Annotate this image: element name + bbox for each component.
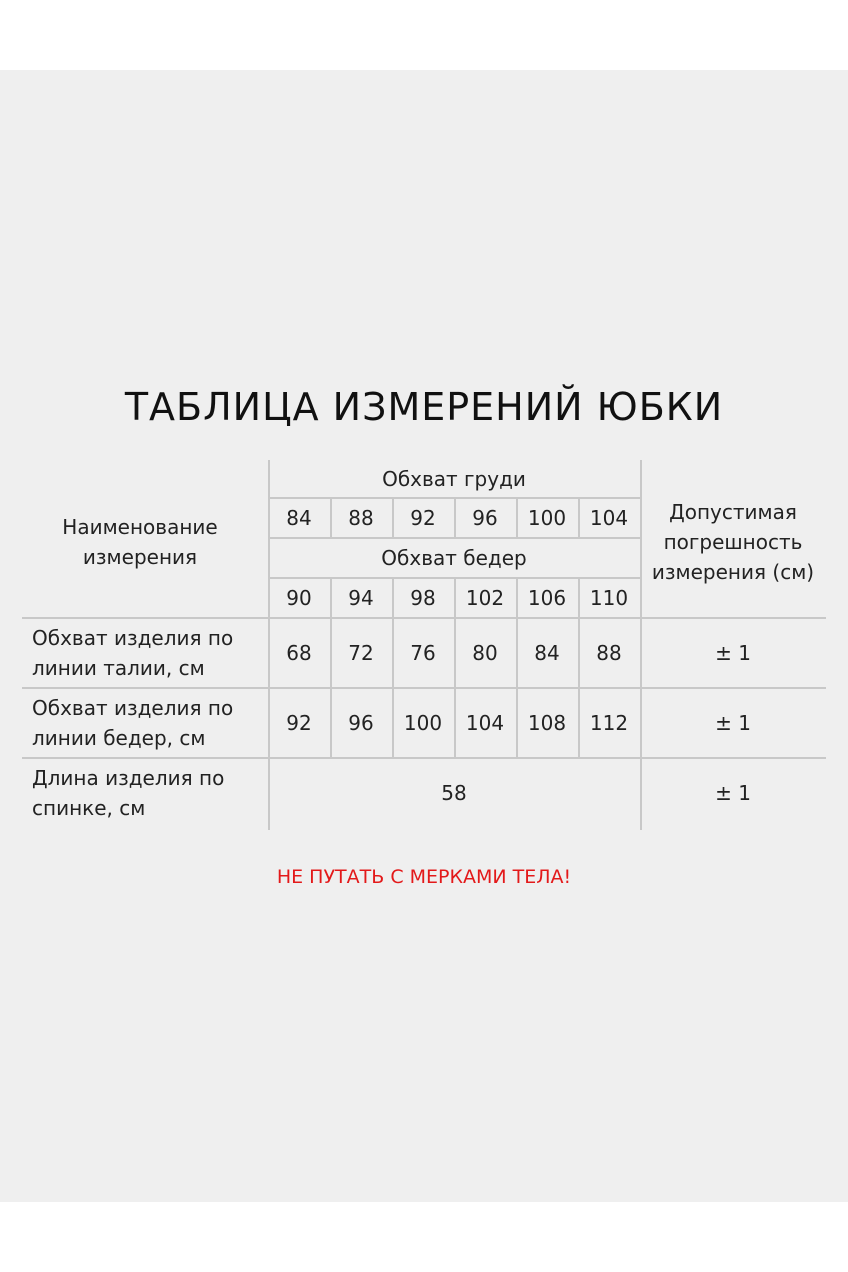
grid-line	[392, 497, 394, 537]
table-cell: 76	[410, 641, 436, 665]
grid-line	[516, 497, 518, 537]
name-header: Наименование измерения	[62, 515, 218, 569]
table-cell: 96	[348, 711, 374, 735]
page-title: ТАБЛИЦА ИЗМЕРЕНИЙ ЮБКИ	[124, 385, 724, 429]
chest-size-cell: 88	[348, 506, 374, 530]
chest-size-cell: 84	[286, 506, 312, 530]
chest-header: Обхват груди	[382, 467, 526, 491]
table-cell: 84	[534, 641, 560, 665]
tolerance-cell: ± 1	[715, 711, 751, 735]
table-cell: 100	[403, 711, 443, 735]
warning-text: НЕ ПУТАТЬ С МЕРКАМИ ТЕЛА!	[276, 866, 572, 888]
grid-line	[578, 497, 580, 537]
grid-line	[330, 618, 332, 758]
hip-size-cell: 98	[410, 586, 436, 610]
hip-size-cell: 90	[286, 586, 312, 610]
table-cell: 112	[589, 711, 629, 735]
chest-size-cell: 104	[589, 506, 629, 530]
tolerance-cell: ± 1	[715, 781, 751, 805]
grid-line	[516, 618, 518, 758]
table-cell: 88	[596, 641, 622, 665]
table-cell: 72	[348, 641, 374, 665]
hip-size-cell: 106	[527, 586, 567, 610]
hip-header: Обхват бедер	[381, 546, 527, 570]
hip-size-cell: 110	[589, 586, 629, 610]
grid-line	[454, 497, 456, 537]
table-cell: 80	[472, 641, 498, 665]
table-cell: 68	[286, 641, 312, 665]
row-label: Обхват изделия по линии бедер, см	[32, 696, 234, 750]
grid-line	[578, 577, 580, 618]
grid-line	[392, 577, 394, 618]
grid-line	[330, 497, 332, 537]
row-label: Обхват изделия по линии талии, см	[32, 626, 234, 680]
row-label: Длина изделия по спинке, см	[32, 766, 225, 820]
grid-line	[392, 618, 394, 758]
grid-line	[516, 577, 518, 618]
tolerance-header: Допустимая погрешность измерения (см)	[651, 500, 815, 584]
chest-size-cell: 96	[472, 506, 498, 530]
grid-line	[22, 687, 826, 689]
table-cell: 92	[286, 711, 312, 735]
tolerance-cell: ± 1	[715, 641, 751, 665]
hip-size-cell: 94	[348, 586, 374, 610]
grid-line	[268, 460, 270, 830]
hip-size-cell: 102	[465, 586, 505, 610]
grid-line	[268, 537, 640, 539]
grid-line	[454, 618, 456, 758]
chest-size-cell: 100	[527, 506, 567, 530]
grid-line	[454, 577, 456, 618]
grid-line	[640, 460, 642, 830]
table-cell: 104	[465, 711, 505, 735]
chest-size-cell: 92	[410, 506, 436, 530]
merged-value-cell: 58	[441, 781, 467, 805]
grid-line	[578, 618, 580, 758]
grid-line	[330, 577, 332, 618]
grid-line	[22, 757, 826, 759]
table-cell: 108	[527, 711, 567, 735]
grid-line	[22, 617, 826, 619]
